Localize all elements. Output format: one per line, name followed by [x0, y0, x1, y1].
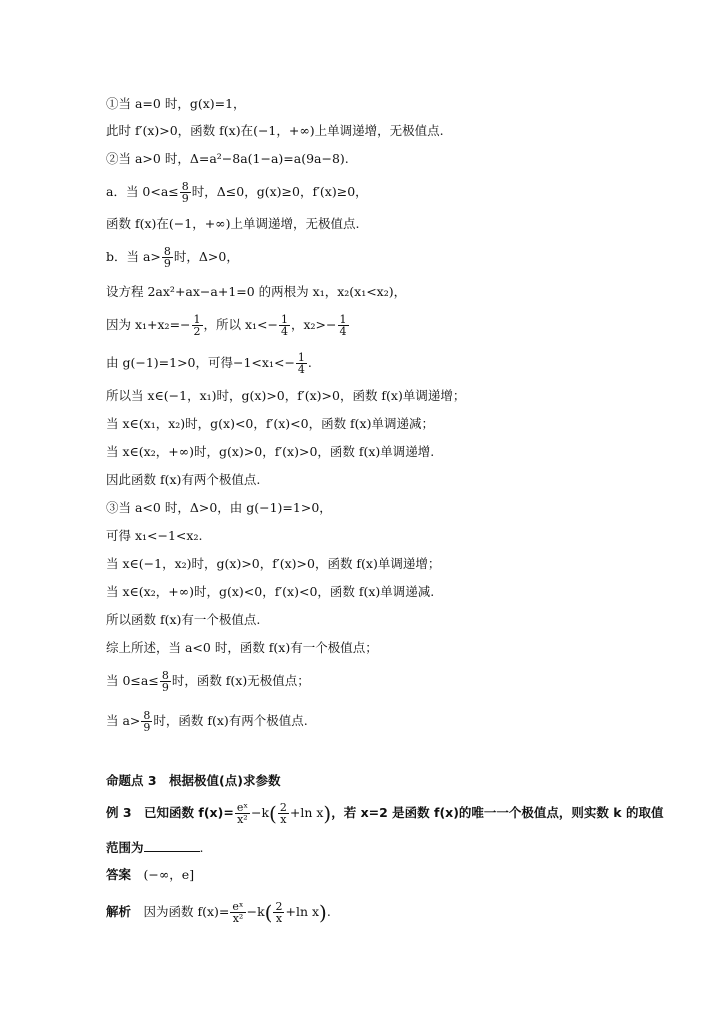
example-3-range: 范围为 . [106, 840, 204, 855]
fraction-8-9: $\frac{8}{9}$ [181, 180, 189, 205]
monotonic-interval-4: 当 x∈(−1，x₂)时，g(x)>0，f′(x)>0，函数 f(x)单调递增； [106, 556, 441, 571]
case-a-zero-conclusion: 此时 f′(x)>0，函数 f(x)在(−1，+∞)上单调递增，无极值点. [106, 123, 444, 138]
summary-line-3: 当 a> $\frac{8}{9}$ 时，函数 f(x)有两个极值点. [106, 709, 308, 734]
fraction-2-x: $\frac{2}{x}$ [275, 900, 283, 925]
quadratic-roots: 设方程 2ax²+ax−a+1=0 的两根为 x₁，x₂(x₁<x₂)， [106, 284, 407, 299]
monotonic-interval-1: 所以当 x∈(−1，x₁)时，g(x)>0，f′(x)>0，函数 f(x)单调递增； [106, 388, 466, 403]
case-a-positive-sub-b: b．当 a> $\frac{8}{9}$ 时，Δ>0， [106, 245, 239, 270]
section-heading: 命题点 3 根据极值(点)求参数 [106, 773, 281, 788]
case-a-positive-sub-a: a．当 0<a≤ $\frac{8}{9}$ 时，Δ≤0，g(x)≥0，f′(x)≥0， [106, 180, 368, 205]
monotonic-interval-3: 当 x∈(x₂，+∞)时，g(x)>0，f′(x)>0，函数 f(x)单调递增. [106, 444, 435, 459]
monotonic-interval-2: 当 x∈(x₁，x₂)时，g(x)<0，f′(x)<0，函数 f(x)单调递减； [106, 416, 434, 431]
case-a-positive: ②当 a>0 时，Δ=a²−8a(1−a)=a(9a−8). [106, 151, 349, 166]
monotonic-interval-5: 当 x∈(x₂，+∞)时，g(x)<0，f′(x)<0，函数 f(x)单调递减. [106, 584, 435, 599]
fraction-8-9: $\frac{8}{9}$ [161, 669, 169, 694]
root-ordering: 可得 x₁<−1<x₂. [106, 528, 203, 543]
example-3-problem: 例 3 已知函数 f(x)= $\frac{\text{eˣ}}{\text{x²}}$ −k( $\frac{2}{x}$ +ln x)，若 x=2 是函数 f(x)的唯一一个极值点，则实数 k 的取值 [106, 801, 664, 826]
summary-line-2: 当 0≤a≤ $\frac{8}{9}$ 时，函数 f(x)无极值点； [106, 669, 310, 694]
g-minus-one: 由 g(−1)=1>0，可得−1<x₁<− $\frac{1}{4}$ . [106, 351, 312, 376]
fraction-8-9: $\frac{8}{9}$ [143, 709, 151, 734]
fraction-ex-x2: $\frac{\text{eˣ}}{\text{x²}}$ [232, 900, 244, 925]
fraction-1-4: $\frac{1}{4}$ [281, 313, 288, 338]
left-paren: ( [264, 900, 273, 925]
two-extrema-conclusion: 因此函数 f(x)有两个极值点. [106, 472, 261, 487]
fraction-1-2: $\frac{1}{2}$ [193, 313, 201, 338]
fraction-2-x: $\frac{2}{x}$ [279, 801, 287, 826]
case-a-negative: ③当 a<0 时，Δ>0，由 g(−1)=1>0， [106, 500, 332, 515]
one-extremum-conclusion: 所以函数 f(x)有一个极值点. [106, 612, 261, 627]
summary-line-1: 综上所述，当 a<0 时，函数 f(x)有一个极值点； [106, 640, 378, 655]
fraction-1-4: $\frac{1}{4}$ [297, 351, 305, 376]
analysis-line: 解析 因为函数 f(x)= $\frac{\text{eˣ}}{\text{x²}}$ −k( $\frac{2}{x}$ +ln x). [106, 900, 331, 925]
right-paren: ) [323, 801, 332, 826]
case-sub-a-conclusion: 函数 f(x)在(−1，+∞)上单调递增，无极值点. [106, 216, 360, 231]
case-a-zero: ①当 a=0 时，g(x)=1， [106, 96, 246, 111]
answer-blank [144, 839, 200, 852]
left-paren: ( [269, 801, 277, 826]
fraction-8-9: $\frac{8}{9}$ [163, 245, 171, 270]
right-paren: ) [319, 900, 327, 925]
fraction-1-4: $\frac{1}{4}$ [339, 313, 347, 338]
root-sum: 因为 x₁+x₂=− $\frac{1}{2}$ ，所以 x₁<− $\frac{1}{4}$ ，x₂>− $\frac{1}{4}$ [106, 313, 347, 338]
answer-line: 答案 (−∞，e] [106, 867, 195, 882]
fraction-ex-x2: $\frac{\text{eˣ}}{\text{x²}}$ [236, 801, 248, 826]
